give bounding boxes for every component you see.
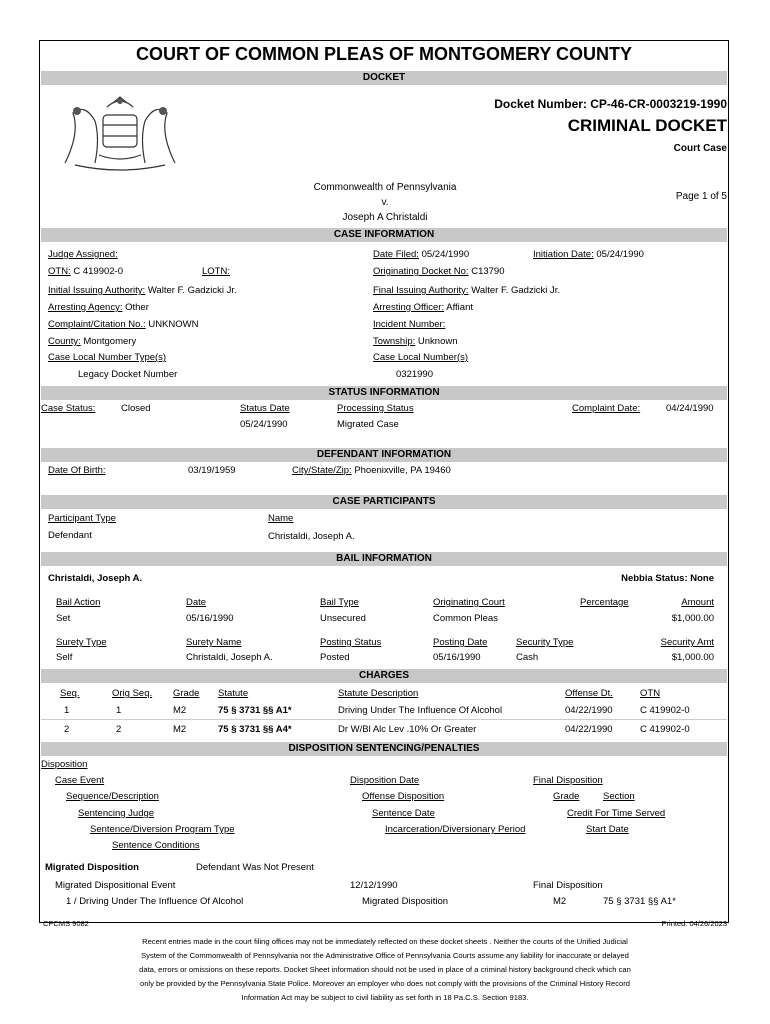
docket-bar: DOCKET [41, 71, 727, 85]
charge-statute: 75 § 3731 §§ A4* [218, 724, 292, 735]
form-number: CPCMS 9082 [43, 919, 89, 928]
notice-line-4: only be provided by the Pennsylvania State Police. Moreover an employer who does not comply with the provisions of the Criminal History Record [139, 979, 631, 988]
case-info-bar: CASE INFORMATION [41, 228, 727, 242]
disp-program: Sentence/Diversion Program Type [90, 824, 235, 835]
status-bar: STATUS INFORMATION [41, 386, 727, 400]
charge-grade: M2 [173, 724, 187, 735]
lotn-label: LOTN: [202, 266, 230, 277]
dob: 03/19/1959 [188, 465, 236, 476]
arresting-agency: Arresting Agency: Other [48, 302, 149, 313]
notice-line-2: System of the Commonwealth of Pennsylvania nor the Administrative Office of Pennsylvania Courts assume any liability for inaccurate or delayed [141, 951, 629, 960]
surety-h-name: Surety Name [186, 637, 242, 648]
charge-otn: C 419902-0 [640, 705, 690, 716]
charge-h-description: Statute Description [338, 688, 419, 699]
posting-date: 05/16/1990 [433, 652, 481, 663]
processing-status: Migrated Case [337, 419, 399, 430]
bail-h-percentage: Percentage [580, 597, 629, 608]
charge-h-otn: OTN [640, 688, 661, 699]
complaint-date: 04/24/1990 [666, 403, 714, 414]
participant-type-label: Participant Type [48, 513, 116, 524]
charge-orig-seq: 2 [116, 724, 122, 735]
disp-row-section: 75 § 3731 §§ A1* [603, 896, 676, 907]
disp-case-event: Case Event [55, 775, 105, 786]
nebbia-status: Nebbia Status: None [621, 573, 714, 584]
disp-sent-judge: Sentencing Judge [78, 808, 155, 819]
incident-label: Incident Number: [373, 319, 446, 330]
surety-type: Self [56, 652, 73, 663]
security-type: Cash [516, 652, 539, 663]
charge-h-statute: Statute [218, 688, 249, 699]
bail-amount: $1,000.00 [671, 613, 714, 624]
bail-date: 05/16/1990 [186, 613, 234, 624]
final-authority: Final Issuing Authority: Walter F. Gadzicki Jr. [373, 285, 561, 296]
disposition-bar: DISPOSITION SENTENCING/PENALTIES [41, 742, 727, 756]
disp-date-label: Disposition Date [350, 775, 420, 786]
disp-credit: Credit For Time Served [567, 808, 666, 819]
bail-person: Christaldi, Joseph A. [48, 573, 143, 584]
party-line-2: v. [381, 197, 389, 208]
date-filed: Date Filed: 05/24/1990 [373, 249, 470, 260]
bail-h-type: Bail Type [320, 597, 359, 608]
disp-disposition: Disposition [41, 759, 88, 770]
initiation-date: Initiation Date: 05/24/1990 [533, 249, 644, 260]
charge-seq: 1 [64, 705, 70, 716]
disp-seq-desc: Sequence/Description [66, 791, 159, 802]
local-num: 0321990 [396, 369, 433, 380]
posting-status: Posted [320, 652, 350, 663]
charge-seq: 2 [64, 724, 70, 735]
court-title: COURT OF COMMON PLEAS OF MONTGOMERY COUNTY [136, 44, 632, 64]
city-state-zip: City/State/Zip: Phoenixville, PA 19460 [292, 465, 451, 476]
case-status: Closed [121, 403, 151, 414]
initial-authority: Initial Issuing Authority: Walter F. Gadzicki Jr. [48, 285, 237, 296]
complaint-date-label: Complaint Date: [572, 403, 641, 414]
surety-h-type: Surety Type [56, 637, 107, 648]
disp-row-desc: 1 / Driving Under The Influence Of Alcohol [66, 896, 244, 907]
disp-grade-label: Grade [553, 791, 580, 802]
case-status-label: Case Status: [41, 403, 96, 414]
participants-bar: CASE PARTICIPANTS [41, 495, 727, 509]
local-type: Legacy Docket Number [78, 369, 178, 380]
bail-action: Set [56, 613, 71, 624]
migrated-disp-label: Migrated Disposition [45, 862, 139, 873]
disp-incarc: Incarceration/Diversionary Period [385, 824, 526, 835]
participant-type: Defendant [48, 530, 92, 541]
surety-name: Christaldi, Joseph A. [186, 652, 273, 663]
processing-label: Processing Status [337, 403, 414, 414]
bail-type: Unsecured [320, 613, 366, 624]
charge-orig-seq: 1 [116, 705, 122, 716]
printed-date: Printed: 04/26/2023 [661, 919, 727, 928]
notice-line-5: Information Act may be subject to civil liability as set forth in 18 Pa.C.S. Section 9183. [241, 993, 529, 1002]
originating-docket: Originating Docket No: C13790 [373, 266, 505, 277]
charge-grade: M2 [173, 705, 187, 716]
charge-h-orig-seq: Orig Seq. [112, 688, 153, 699]
disp-final-value: Final Disposition [533, 880, 603, 891]
dob-label: Date Of Birth: [48, 465, 106, 476]
disp-event: Migrated Dispositional Event [55, 880, 176, 891]
notice-line-1: Recent entries made in the court filing offices may not be immediately reflected on these docket sheets . Neither the courts of the Unified Judicial [142, 937, 628, 946]
arresting-officer: Arresting Officer: Affiant [373, 302, 473, 313]
charge-offense-dt: 04/22/1990 [565, 724, 613, 735]
local-type-label: Case Local Number Type(s) [48, 352, 167, 363]
court-case-label: Court Case [673, 143, 727, 154]
surety-h-posting-status: Posting Status [320, 637, 382, 648]
participant-name: Christaldi, Joseph A. [268, 531, 355, 542]
surety-h-posting-date: Posting Date [433, 637, 488, 648]
status-date-label: Status Date [240, 403, 290, 414]
surety-h-security-type: Security Type [516, 637, 574, 648]
charges-bar: CHARGES [41, 669, 727, 683]
page-indicator: Page 1 of 5 [675, 191, 727, 202]
security-amt: $1,000.00 [671, 652, 714, 663]
charge-h-grade: Grade [173, 688, 200, 699]
migrated-note: Defendant Was Not Present [196, 862, 314, 873]
otn: OTN: C 419902-0 [48, 266, 123, 277]
bail-court: Common Pleas [433, 613, 498, 624]
complaint-no: Complaint/Citation No.: UNKNOWN [48, 319, 199, 330]
charge-statute: 75 § 3731 §§ A1* [218, 705, 292, 716]
row-divider [41, 719, 727, 720]
bail-h-date: Date [186, 597, 207, 608]
charge-h-seq: Seq. [60, 688, 80, 699]
notice-line-3: data, errors or omissions on these reports. Docket Sheet information should not be used in place of a criminal history background check which can [139, 965, 631, 974]
disp-offense-disp: Offense Disposition [362, 791, 445, 802]
disp-row-disp: Migrated Disposition [362, 896, 449, 907]
disp-start-date: Start Date [586, 824, 629, 835]
township: Township: Unknown [373, 336, 458, 347]
party-line-3: Joseph A Christaldi [342, 212, 428, 223]
charge-description: Driving Under The Influence Of Alcohol [338, 705, 503, 716]
criminal-docket-title: CRIMINAL DOCKET [567, 116, 727, 135]
docket-number: Docket Number: CP-46-CR-0003219-1990 [494, 97, 727, 111]
charge-offense-dt: 04/22/1990 [565, 705, 613, 716]
defendant-bar: DEFENDANT INFORMATION [41, 448, 727, 462]
charge-h-offense-dt: Offense Dt. [565, 688, 613, 699]
charge-description: Dr W/Bl Alc Lev .10% Or Greater [338, 724, 477, 735]
participant-name-label: Name [268, 513, 294, 524]
judge-label: Judge Assigned: [48, 249, 118, 260]
disp-event-date: 12/12/1990 [350, 880, 398, 891]
pa-seal-icon [55, 93, 185, 173]
surety-h-security-amt: Security Amt [660, 637, 714, 648]
bail-h-amount: Amount [681, 597, 714, 608]
party-line-1: Commonwealth of Pennsylvania [313, 182, 457, 193]
status-date: 05/24/1990 [240, 419, 288, 430]
local-num-label: Case Local Number(s) [373, 352, 469, 363]
disp-final-label: Final Disposition [533, 775, 603, 786]
county: County: Montgomery [48, 336, 137, 347]
bail-bar: BAIL INFORMATION [41, 552, 727, 566]
disp-sent-date: Sentence Date [372, 808, 435, 819]
disp-conditions: Sentence Conditions [112, 840, 200, 851]
bail-h-court: Originating Court [433, 597, 505, 608]
disp-section-label: Section [603, 791, 635, 802]
bail-h-action: Bail Action [56, 597, 101, 608]
disp-row-grade: M2 [553, 896, 567, 907]
charge-otn: C 419902-0 [640, 724, 690, 735]
